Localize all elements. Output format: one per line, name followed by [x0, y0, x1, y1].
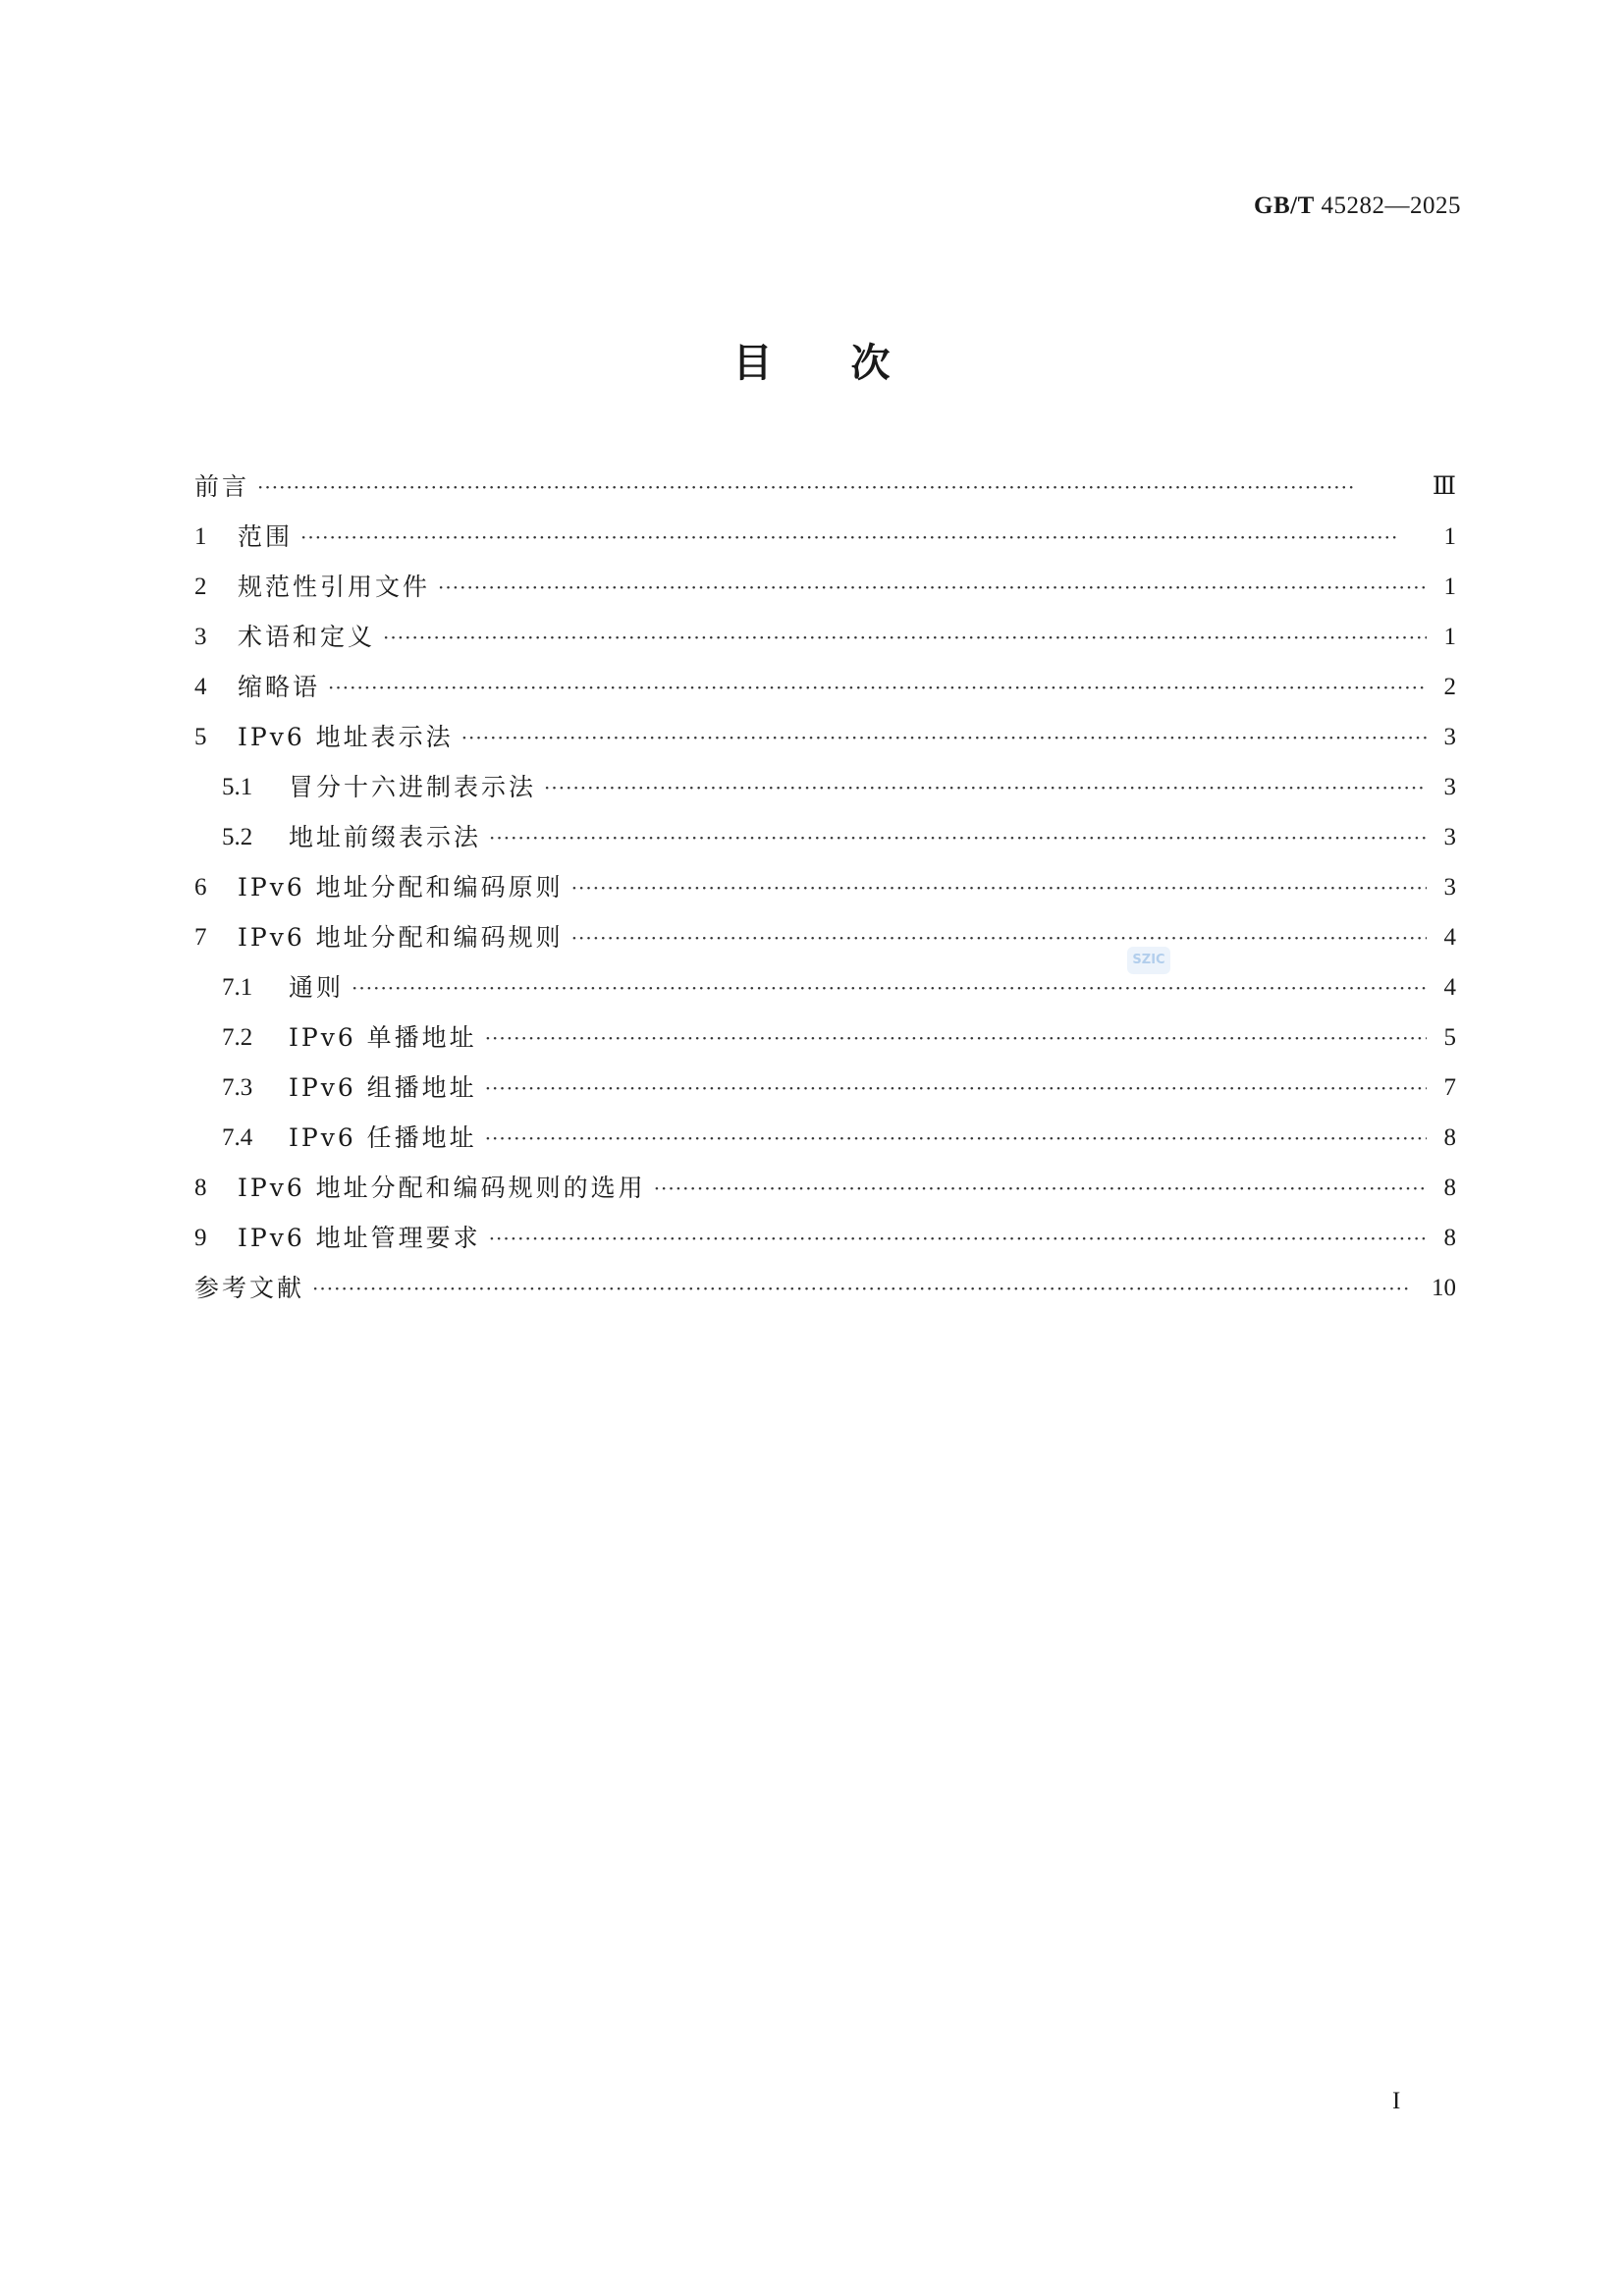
- toc-leader-dots: [485, 1013, 1427, 1064]
- toc-leader-dots: [485, 1114, 1427, 1164]
- toc-entry-number: 7.1: [222, 974, 253, 1001]
- toc-entry-label: IPv6 地址分配和编码原则: [238, 873, 564, 902]
- toc-entry[interactable]: [194, 612, 1456, 662]
- toc-entry[interactable]: [194, 512, 1456, 562]
- toc-entry-label: 范围: [238, 522, 294, 551]
- toc-leader-dots: [383, 613, 1427, 663]
- page-number: I: [1392, 2088, 1401, 2114]
- toc-entry[interactable]: [194, 1263, 1456, 1313]
- toc-entry-label: 前言: [194, 472, 250, 501]
- toc-entry-page: 2: [1443, 674, 1456, 700]
- toc-entry-page: 4: [1443, 974, 1456, 1001]
- toc-leader-dots: [300, 513, 1427, 563]
- toc-leader-dots: [654, 1164, 1427, 1214]
- toc-entry[interactable]: [194, 862, 1456, 912]
- toc-entry-label: 术语和定义: [238, 623, 376, 651]
- standard-code: [1254, 192, 1461, 220]
- watermark-logo: SZIC: [1127, 947, 1170, 974]
- toc-entry-label: IPv6 单播地址: [289, 1023, 477, 1052]
- toc-entry-label: IPv6 任播地址: [289, 1123, 477, 1152]
- standard-number: 45282—2025: [1321, 192, 1461, 219]
- toc-leader-dots: [571, 863, 1427, 913]
- standard-prefix: GB/T: [1254, 192, 1315, 219]
- toc-entry-label: 冒分十六进制表示法: [289, 773, 537, 801]
- toc-entry[interactable]: [194, 812, 1456, 862]
- toc-entry-page: 7: [1443, 1074, 1456, 1101]
- toc-entry-page: 8: [1443, 1124, 1456, 1151]
- toc-entry-page: 4: [1443, 924, 1456, 951]
- toc-entry-label: 地址前缀表示法: [289, 823, 482, 851]
- toc-leader-dots: [328, 663, 1427, 713]
- toc-entry[interactable]: [194, 712, 1456, 762]
- toc-leader-dots: [544, 763, 1427, 813]
- toc-entry-label: IPv6 组播地址: [289, 1073, 477, 1102]
- toc-leader-dots: [485, 1064, 1427, 1114]
- toc-entry-number: 5: [194, 724, 207, 750]
- toc-entry-page: 3: [1443, 724, 1456, 750]
- toc-entry[interactable]: [194, 462, 1456, 512]
- toc-leader-dots: [438, 563, 1427, 613]
- toc-entry-number: 1: [194, 523, 207, 550]
- toc-entry-page: 3: [1443, 824, 1456, 850]
- toc-entry-label: 通则: [289, 973, 345, 1002]
- toc-entry-label: IPv6 地址管理要求: [238, 1224, 481, 1252]
- toc-entry[interactable]: [194, 662, 1456, 712]
- toc-entry-label: IPv6 地址表示法: [238, 723, 454, 751]
- toc-entry-number: 7.2: [222, 1024, 253, 1051]
- toc-entry-page: 3: [1443, 874, 1456, 901]
- toc-entry-label: 参考文献: [194, 1274, 305, 1302]
- toc-leader-dots: [257, 463, 1423, 513]
- toc-leader-dots: [489, 813, 1427, 863]
- toc-entry-number: 3: [194, 624, 207, 650]
- toc-entry[interactable]: [194, 1012, 1456, 1063]
- toc-entry-number: 7.4: [222, 1124, 253, 1151]
- toc-entry-number: 8: [194, 1175, 207, 1201]
- toc-entry-page: Ⅲ: [1432, 473, 1456, 500]
- toc-entry-number: 4: [194, 674, 207, 700]
- toc-entry-page: 5: [1443, 1024, 1456, 1051]
- toc-entry-page: 8: [1443, 1175, 1456, 1201]
- toc-entry-number: 7: [194, 924, 207, 951]
- toc-entry[interactable]: [194, 1213, 1456, 1263]
- toc-entry-number: 6: [194, 874, 207, 901]
- toc-entry[interactable]: [194, 1063, 1456, 1113]
- toc-entry-label: 规范性引用文件: [238, 573, 431, 601]
- table-of-contents: [194, 462, 1456, 1313]
- toc-entry[interactable]: [194, 562, 1456, 612]
- toc-entry[interactable]: [194, 1113, 1456, 1163]
- toc-entry-page: 1: [1443, 523, 1456, 550]
- toc-entry-label: IPv6 地址分配和编码规则: [238, 923, 564, 952]
- toc-leader-dots: [571, 913, 1427, 963]
- page-title: 目次: [732, 341, 969, 386]
- toc-entry-number: 5.1: [222, 774, 253, 800]
- toc-entry-label: 缩略语: [238, 673, 321, 701]
- toc-leader-dots: [312, 1264, 1422, 1314]
- toc-leader-dots: [461, 713, 1427, 763]
- toc-entry-number: 9: [194, 1225, 207, 1251]
- toc-entry-page: 3: [1443, 774, 1456, 800]
- toc-entry[interactable]: [194, 762, 1456, 812]
- toc-entry[interactable]: [194, 912, 1456, 962]
- toc-entry[interactable]: [194, 1163, 1456, 1213]
- toc-entry[interactable]: [194, 962, 1456, 1012]
- toc-leader-dots: [489, 1214, 1427, 1264]
- toc-entry-page: 1: [1443, 624, 1456, 650]
- toc-entry-number: 7.3: [222, 1074, 253, 1101]
- toc-entry-page: 10: [1432, 1275, 1456, 1301]
- toc-entry-page: 8: [1443, 1225, 1456, 1251]
- toc-entry-page: 1: [1443, 574, 1456, 600]
- toc-entry-label: IPv6 地址分配和编码规则的选用: [238, 1174, 646, 1202]
- toc-entry-number: 5.2: [222, 824, 253, 850]
- toc-leader-dots: [352, 963, 1427, 1013]
- toc-entry-number: 2: [194, 574, 207, 600]
